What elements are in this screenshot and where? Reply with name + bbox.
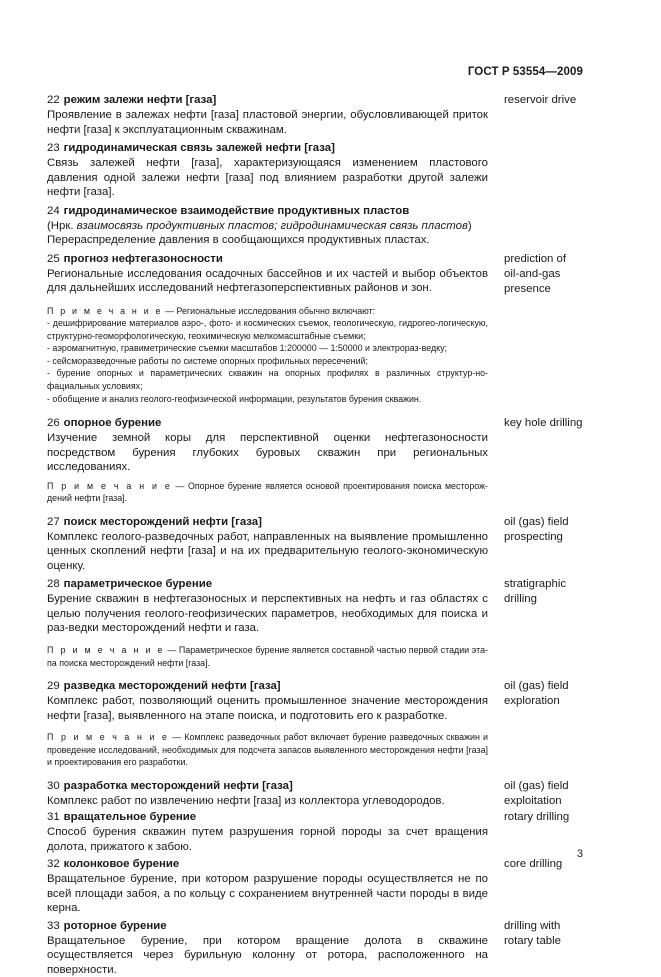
english-equivalent [504,779,599,809]
term-note [47,480,488,505]
english-equivalent [504,577,599,607]
term-synonyms [47,219,488,234]
note-line: — Региональные исследования обычно включают: [162,305,376,316]
term-entry-31 [47,810,592,854]
english-equivalent [504,857,599,872]
term-heading [47,679,488,694]
term-note [47,644,488,669]
term-heading [47,204,488,219]
term-number: 29 [47,680,60,693]
term-number: 25 [47,252,60,265]
term-entry-28 [47,577,592,669]
term-definition: Перераспределение давления в сообщающихся продуктивных пластах. [47,234,430,246]
english-line: drilling [504,593,537,606]
english-line: rotary table [504,934,561,947]
term-heading [47,515,488,530]
english-equivalent [504,93,599,108]
term-definition: Способ бурения скважин путем разрушения горной породы за счет вращения долота, прижатого к забою. [47,826,488,853]
english-line: prediction of [504,252,567,265]
english-equivalent [504,515,599,545]
english-line: key hole drilling [504,417,583,430]
term-number: 26 [47,417,60,430]
english-line: oil (gas) field [504,515,569,528]
term-entry-26 [47,416,592,505]
english-equivalent [504,810,599,825]
english-line: oil (gas) field [504,779,569,792]
page-number: 3 [576,848,583,860]
term-heading [47,779,488,794]
english-line: oil (gas) field [504,680,569,693]
term-definition: Бурение скважин в нефтегазоносных и перспективных на нефть и газ областях с целью получения геолого-геофизических параметров, необходимых для поиска и раз-ведки месторождений нефти и газа. [47,593,488,635]
english-line: exploration [504,695,560,708]
note-line: - сейсморазведочные работы по системе опорных профильных пересечений; [47,355,368,366]
term-note [47,731,488,769]
english-line: reservoir drive [504,94,577,106]
term-definition: Проявление в залежах нефти [газа] пластовой энергии, обусловливающей приток нефти [газа] к эксплуатационным скважинам. [47,109,488,136]
term-entry-32 [47,857,592,916]
term-entry-29 [47,679,592,769]
term-title: колонковое бурение [63,858,180,871]
term-heading [47,252,488,267]
note-line: — Опорное бурение является основой проектирования поиска месторож-дений нефти [газа]. [47,480,488,504]
term-entry-22 [47,93,592,137]
note-label: П р и м е ч а н и е [47,732,170,743]
term-entry-24 [47,204,592,248]
term-heading [47,919,488,934]
term-title: роторное бурение [63,919,167,932]
term-title: разработка месторождений нефти [газа] [63,779,293,792]
term-title: прогноз нефтегазоносности [63,252,223,265]
term-number: 27 [47,515,60,528]
standard-header: ГОСТ Р 53554—2009 [467,66,583,78]
note-line: — Комплекс разведочных работ включает бурение разведочных скважин и проведение исследований, необходимых для подсчета запасов выявленного месторождения нефти [газа] и проектирования его разработки. [47,732,488,768]
synonym-prefix: (Нрк. [47,219,77,232]
english-line: prospecting [504,530,563,543]
english-line: drilling with [504,919,561,932]
english-equivalent [504,252,599,297]
term-definition: Изучение земной коры для перспективной оценки нефтегазоносности посредством бурения глубоких буровых скважин при региональных исследованиях. [47,432,488,474]
term-heading [47,577,488,592]
note-label: П р и м е ч а н и е [47,644,165,655]
term-number: 24 [47,204,60,217]
term-entry-30 [47,779,592,809]
note-line: - обобщение и анализ геолого-геофизической информации, результатов бурения скважин. [47,393,422,404]
english-equivalent [504,679,599,709]
english-line: presence [504,282,551,295]
note-line: - дешифрирование материалов аэро-, фото- и космических съемок, геологическую, гидрогео-логическую, структурно-геоморфологическую, геохимическую мелкомасштабные съемки; [47,318,488,341]
term-definition: Региональные исследования осадочных бассейнов и их частей и выбор объектов для дальнейших исследований нефтегазоперспективных районов и зон. [47,267,488,294]
term-number: 33 [47,919,60,932]
term-definition: Комплекс геолого-разведочных работ, направленных на выявление промышленно ценных скоплений нефти [газа] и на их предварительную геолого-экономическую оценку. [47,530,488,572]
term-title: разведка месторождений нефти [газа] [63,680,281,693]
synonym-suffix: ) [467,219,472,232]
note-label: П р и м е ч а н и е [47,480,173,491]
term-number: 28 [47,578,60,591]
term-title: режим залежи нефти [газа] [63,94,217,106]
term-entry-33 [47,919,592,977]
term-note [47,305,488,406]
synonym-text: взаимосвязь продуктивных пластов; гидродинамическая связь пластов [76,219,468,232]
note-label: П р и м е ч а н и е [47,305,163,316]
note-line: - бурение опорных и параметрических скважин на опорных профилях в различных структур-но-фациальных условиях; [47,368,488,392]
term-title: вращательное бурение [63,811,197,824]
term-heading [47,857,488,872]
term-number: 31 [47,811,60,824]
term-entry-25 [47,252,592,406]
term-definition: Связь залежей нефти [газа], характеризующаяся изменением пластового давления одной залежи нефти [газа] под влиянием разработки другой залежи нефти [газа]. [47,157,488,198]
term-title: гидродинамическая связь залежей нефти [газа] [63,142,335,154]
english-equivalent [504,416,599,431]
english-line: core drilling [504,858,563,871]
term-entry-23 [47,141,592,200]
term-number: 30 [47,779,60,792]
english-line: oil-and-gas [504,267,561,280]
term-heading [47,810,488,825]
term-number: 23 [47,142,60,154]
term-title: гидродинамическое взаимодействие продуктивных пластов [63,204,410,217]
term-heading [47,93,488,108]
term-heading [47,416,488,431]
terms-list [47,93,592,977]
term-title: параметрическое бурение [63,578,213,591]
term-definition: Комплекс работ, позволяющий оценить промышленное значение месторождения нефти [газа], выявленного на этапе поиска, и подготовить его к разработке. [47,695,488,722]
term-entry-27 [47,515,592,574]
note-line: - аэромагнитную, гравиметрические съемки масштабов 1:200000 — 1:50000 и электрораз-ведку; [47,343,448,354]
note-line: — Параметрическое бурение является составной частью первой стадии эта-па поиска месторождений нефти [газа]. [47,644,488,668]
term-definition: Вращательное бурение, при котором вращение долота в скважине осуществляется через бурильную колонну от ротора, расположенного на поверхности. [47,934,488,976]
term-heading [47,141,488,156]
term-number: 32 [47,858,60,871]
term-number: 22 [47,94,60,106]
term-definition: Комплекс работ по извлечению нефти [газа] из коллектора углеводородов. [47,794,445,807]
english-line: stratigraphic [504,578,567,591]
english-line: rotary drilling [504,811,570,824]
term-title: опорное бурение [63,417,162,430]
english-line: exploitation [504,794,562,807]
term-title: поиск месторождений нефти [газа] [63,515,262,528]
english-equivalent [504,919,599,949]
term-definition: Вращательное бурение, при котором разрушение породы осуществляется не по всей площади забоя, а по кольцу с сохранением внутренней части породы в виде керна. [47,873,488,915]
